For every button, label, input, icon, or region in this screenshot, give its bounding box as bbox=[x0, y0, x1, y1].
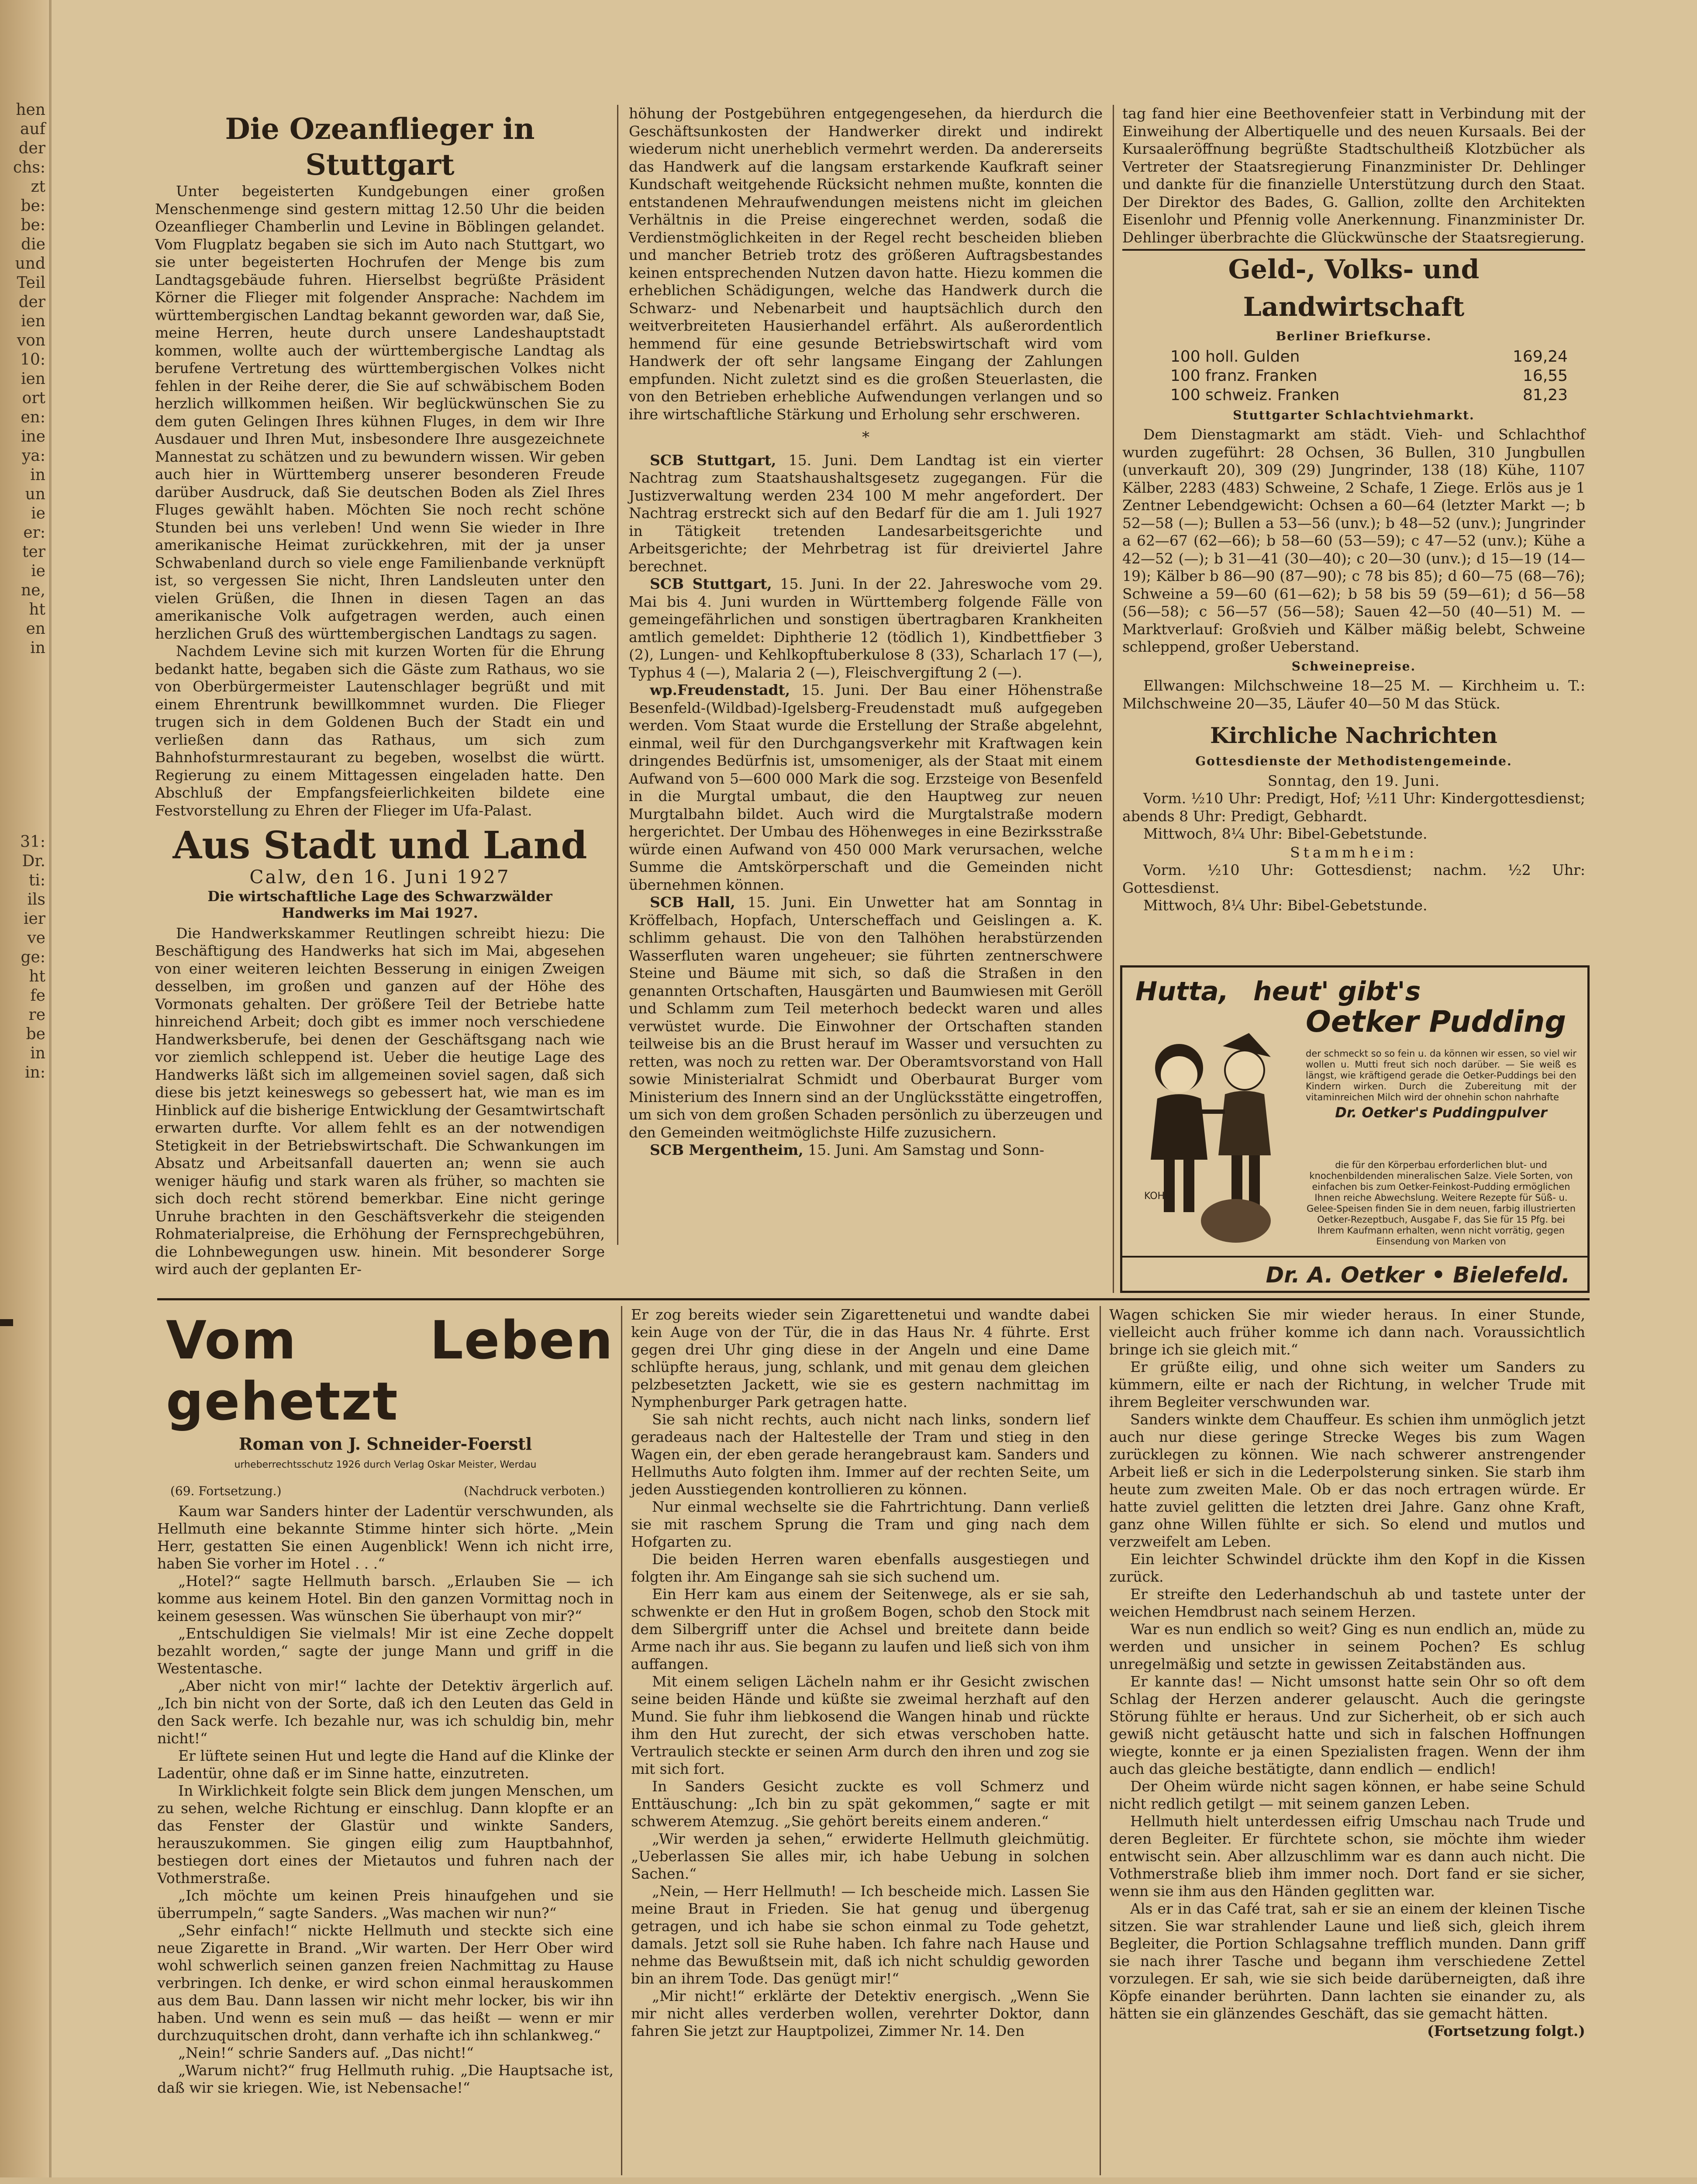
margin-fragment: in bbox=[30, 1044, 45, 1062]
ozeanflieger-title: Die Ozeanflieger in Stuttgart bbox=[225, 112, 535, 182]
ad-headline-1: Hutta, bbox=[1135, 976, 1229, 1007]
ad-signature: Dr. A. Oetker • Bielefeld. bbox=[1122, 1256, 1587, 1291]
margin-fragment: er: bbox=[23, 524, 45, 542]
margin-fragment: ie bbox=[31, 562, 45, 580]
markt-head: Stuttgarter Schlachtviehmarkt. bbox=[1233, 408, 1475, 422]
stadt-land-dateline: Calw, den 16. Juni 1927 bbox=[249, 866, 510, 888]
ad-brand: Oetker Pudding bbox=[1306, 1005, 1566, 1039]
margin-fragment: in bbox=[30, 639, 45, 657]
roman-paragraph: Er kannte das! — Nicht umsonst hatte sein Ohr so oft dem Schlag der Herzen anderer gelauscht. Auch die geringste Störung fühlte er heraus. Und zur Sicherheit, ob er sich auch gewiß nicht getäuscht hatte und sich in falschen Hoffnungen wiegte, konnte er ja einen Spezialisten fragen. Wenn der ihm auch das gleiche bestätigte, dann endlich — endlich! bbox=[1109, 1673, 1585, 1777]
roman-paragraph: Ein leichter Schwindel drückte ihm den Kopf in die Kissen zurück. bbox=[1109, 1551, 1585, 1585]
ozeanflieger-paragraph: Unter begeisterten Kundgebungen einer großen Menschenmenge sind gestern mittag 12.50 Uhr die beiden Ozeanflieger Chamberlin und Levine in Böblingen gelandet. Vom Flugplatz begaben sie sich im Auto nach Stuttgart, wo sie unter begeisterten Hochrufen der Menge bis zum Landtagsgebäude fuhren. Hierselbst begrüßte Präsident Körner die Flieger mit folgender Ansprache: Nachdem im württembergischen Landtag bekannt geworden war, daß Sie, meine Herren, heute durch unsere Landeshauptstadt kommen, wollte auch der württembergische Landtag als berufene Vertretung des württembergischen Volkes nicht fehlen in der Reihe derer, die Sie auf schwäbischem Boden herzlich willkommen heißen. Wir beglückwünschen Sie zu dem guten Gelingen Ihres kühnen Fluges, in dem wir Ihre Ausdauer und Ihren Mut, insbesondere Ihre ausgezeichnete Mannestat zu schätzen und zu bewundern wissen. Wir geben auch hier in Württemberg unserer besonderen Freude darüber Ausdruck, daß Sie deutschen Boden als Ziel Ihres Fluges gewählt haben. Möchten Sie noch recht schöne Stunden bei uns verleben! Und wenn Sie wieder in Ihre amerikanische Heimat zurückkehren, mit der ja unser Schwabenland durch so viele enge Familienbande verknüpft ist, so vergessen Sie nicht, Ihren Landsleuten unter den vielen Grüßen, die Ihnen in diesen Tagen an das amerikanische Volk aufgetragen werden, auch einen herzlichen Gruß des württembergischen Landtags zu sagen. bbox=[155, 183, 605, 642]
margin-fragment: en: bbox=[21, 408, 45, 426]
kirche-date: Sonntag, den 19. Juni. bbox=[1267, 772, 1440, 789]
margin-fragment: ht bbox=[29, 968, 45, 985]
roman-paragraph: „Warum nicht?“ frug Hellmuth ruhig. „Die Hauptsache ist, daß wir sie kriegen. Wie, ist Nebensache!“ bbox=[157, 2062, 614, 2096]
children-illustration bbox=[1131, 1016, 1293, 1251]
roman-paragraph: Kaum war Sanders hinter der Ladentür verschwunden, als Hellmuth eine bekannte Stimme hinter sich hörte. „Mein Herr, gestatten Sie einen Augenblick! Wenn ich nicht irre, haben Sie vorher im Hotel . . .“ bbox=[157, 1503, 614, 1572]
roman-paragraph: Mit einem seligen Lächeln nahm er ihr Gesicht zwischen seine beiden Hände und küßte sie zweimal herzhaft auf den Mund. Sie fuhr ihm liebkosend die Wangen hinab und rückte ihm den Hut zurecht, der sich etwas verschoben hatte. Vertraulich steckte er seinen Arm durch den ihren und zog sie mit sich fort. bbox=[631, 1673, 1090, 1777]
roman-paragraph: Der Oheim würde nicht sagen können, er habe seine Schuld nicht redlich getilgt — mit seinem ganzen Leben. bbox=[1109, 1778, 1585, 1812]
margin-fragment: 31: bbox=[20, 833, 45, 851]
news-dateline: SCB Stuttgart, bbox=[650, 575, 772, 592]
section-rule bbox=[157, 1298, 1590, 1300]
roman-paragraph: Er zog bereits wieder sein Zigarettenetui und wandte dabei kein Auge von der Tür, die in das Haus Nr. 4 führte. Erst gegen drei Uhr ging diese in der Angeln und eine Dame schlüpfte heraus, jung, schlank, und mit genau dem gleichen pelzbesetzten Jackett, wie sie es gestern nachmittag im Nymphenburger Park getragen hatte. bbox=[631, 1306, 1090, 1410]
gutter-shadow bbox=[49, 0, 52, 2184]
separator-star: * bbox=[862, 429, 869, 446]
stadt-land-title: Aus Stadt und Land bbox=[172, 823, 587, 867]
margin-fragment: die bbox=[21, 235, 45, 253]
margin-fragment: ne, bbox=[21, 581, 45, 599]
margin-fragment: fe bbox=[30, 987, 45, 1005]
ad-text-2: die für den Körperbau erforderlichen blut- und knochenbildenden mineralischen Salze. Viele Sorten, von einfachen bis zum Oetker-Feinkost-Pudding ermöglichen Ihnen reiche Abwechslung. Weitere Rezepte für Süß- u. Gelee-Speisen finden Sie in dem neuen, farbig illustrierten Oetker-Rezeptbuch, Ausgabe F, das Sie für 15 Pfg. bei Ihrem Kaufmann erhalten, wenn nicht vorrätig, gegen Einsendung von Marken von bbox=[1306, 1160, 1576, 1247]
roman-paragraph: Ein Herr kam aus einem der Seitenwege, als er sie sah, schwenkte er den Hut in großem Bogen, schob den Stock mit dem Silbergriff unter die Achsel und breitete dann beide Arme nach ihr aus. Sie begann zu laufen und ließ sich von ihm auffangen. bbox=[631, 1586, 1090, 1673]
roman-paragraph: Die beiden Herren waren ebenfalls ausgestiegen und folgten ihr. Am Eingange sah sie sich suchend um. bbox=[631, 1551, 1090, 1585]
margin-fragment: ort bbox=[22, 389, 45, 407]
schwein-head: Schweinepreise. bbox=[1291, 659, 1416, 674]
roman-paragraph: War es nun endlich so weit? Ging es nun endlich an, müde zu werden und unsicher in seinem Pochen? Es schlug unregelmäßig und setzte in gewissen Zeitabständen aus. bbox=[1109, 1621, 1585, 1673]
margin-fragment: und bbox=[15, 255, 45, 273]
margin-fragment: auf bbox=[20, 120, 45, 138]
news-text: 15. Juni. Am Samstag und Sonn- bbox=[808, 1141, 1045, 1158]
ozeanflieger-paragraph: Nachdem Levine sich mit kurzen Worten für die Ehrung bedankt hatte, begaben sich die Gäste zum Rathaus, wo sie von Oberbürgermeister Lautenschlager begrüßt und mit einem Ehrentrunk bewillkommnet wurden. Die Flieger trugen sich in dem Goldenen Buch der Stadt ein und verließen dann das Rathaus, um sich zum Bahnhofsturmrestaurant zu begeben, woselbst die württ. Regierung zu einem Mittagessen eingeladen hatte. Den Abschluß der Empfangsfeierlichkeiten bildete eine Festvorstellung zu Ehren der Flieger im Ufa-Palast. bbox=[155, 643, 605, 819]
margin-fragment: en bbox=[26, 620, 45, 638]
rate-label: 100 holl. Gulden bbox=[1170, 347, 1300, 366]
news-dateline: wp.Freudenstadt, bbox=[650, 681, 790, 698]
rate-value: 169,24 bbox=[1513, 347, 1568, 366]
roman-continued: (Fortsetzung folgt.) bbox=[1427, 2022, 1585, 2039]
roman-paragraph: „Wir werden ja sehen,“ erwiderte Hellmuth gleichmütig. „Ueberlassen Sie alles mir, ich habe Uebung in solchen Sachen.“ bbox=[631, 1830, 1090, 1882]
roman-paragraph: „Aber nicht von mir!“ lachte der Detektiv ärgerlich auf. „Ich bin nicht von der Sorte, daß ich den Leuten das Geld in den Sack werfe. Ich bezahle nur, was ich schuldig bin, mehr nicht!“ bbox=[157, 1677, 614, 1747]
ad-product: Dr. Oetker's Puddingpulver bbox=[1335, 1104, 1547, 1121]
margin-fragment: Dr. bbox=[22, 852, 45, 870]
roman-paragraph: „Ich möchte um keinen Preis hinaufgehen und sie überrumpeln,“ sagte Sanders. „Was machen wir nun?“ bbox=[157, 1887, 614, 1921]
margin-fragment: in bbox=[30, 466, 45, 484]
kirche-line: Mittwoch, 8¼ Uhr: Bibel-Gebetstunde. bbox=[1143, 825, 1428, 842]
roman-paragraph: Sanders winkte dem Chauffeur. Es schien ihm unmöglich jetzt auch nur diese geringe Strecke Weges bis zum Wagen zurücklegen zu können. Wie nach schwerer anstrengender Arbeit ließ er sich in die Lederpolsterung sinken. Sie starb ihm heute zum zweiten Male. Ob er das noch ertragen würde. Er hatte zuviel gelitten die letzten drei Jahre. Ganz ohne Kraft, ganz ohne Willen fühlte er sich. So elend und mutlos und verzweifelt am Leben. bbox=[1109, 1411, 1585, 1550]
roman-paragraph: „Nein!“ schrie Sanders auf. „Das nicht!“ bbox=[178, 2044, 474, 2061]
column-rule bbox=[621, 1306, 622, 2175]
column-1-top bbox=[155, 105, 605, 1278]
margin-fragment: ier bbox=[23, 910, 45, 928]
margin-fragment: be: bbox=[21, 216, 45, 234]
roman-part: (69. Fortsetzung.) bbox=[170, 1484, 282, 1498]
roman-paragraph: „Nein, — Herr Hellmuth! — Ich bescheide mich. Lassen Sie meine Braut in Frieden. Sie hat genug und übergenug getragen, und ich habe sie schon einmal zu Tode gehetzt, damals. Jetzt soll sie Ruhe haben. Ich fahre nach Hause und nehme das Bewußtsein mit, daß ich nicht schuldig geworden bin an ihrem Tode. Das genügt mir!“ bbox=[631, 1883, 1090, 1987]
roman-author: Roman von J. Schneider-Foerstl bbox=[238, 1434, 532, 1454]
previous-page-fragments bbox=[2, 100, 45, 1082]
news-dateline: SCB Stuttgart, bbox=[650, 451, 776, 469]
rate-row bbox=[1122, 347, 1585, 366]
news-dateline: SCB Hall, bbox=[650, 894, 735, 911]
news-item bbox=[629, 452, 1103, 576]
rate-row bbox=[1122, 366, 1585, 386]
roman-notes bbox=[170, 1482, 605, 1500]
roman-paragraph: Er streifte den Lederhandschuh ab und tastete unter der weichen Hemdbrust nach seinem Herzen. bbox=[1109, 1586, 1585, 1620]
roman-column-3 bbox=[1109, 1306, 1585, 2175]
mergentheim-continued: tag fand hier eine Beethovenfeier statt in Verbindung mit der Einweihung der Albertiquelle und des neuen Kursaals. Bei der Kursaaleröffnung begrüßte Stadtschultheiß Klotzbücher als Vertreter der Staatsregierung Finanzminister Dr. Dehlinger und dankte für die finanzielle Unterstützung durch den Staat. Der Direktor des Bades, G. Gallion, zollte den Architekten Eisenlohr und Pfennig volle Anerkennung. Finanzminister Dr. Dehlinger überbrachte die Glückwünsche der Staatsregierung. bbox=[1122, 105, 1585, 246]
margin-fragment: hen bbox=[16, 101, 45, 119]
roman-paragraph: Er lüftete seinen Hut und legte die Hand auf die Klinke der Ladentür, ohne daß er im Sinne hatte, einzutreten. bbox=[157, 1747, 614, 1782]
news-item bbox=[629, 1141, 1103, 1159]
roman-paragraph: Sie sah nicht rechts, auch nicht nach links, sondern lief geradeaus nach der Haltestelle der Tram und stieg in den Wagen ein, der eben gerade herangebraust kam. Sanders und Hellmuths Auto folgten ihm. Immer auf der rechten Seite, um jeden Ausstiegenden kontrollieren zu können. bbox=[631, 1411, 1090, 1498]
column-rule bbox=[1113, 105, 1114, 1293]
ad-headline-2: heut' gibt's bbox=[1253, 976, 1421, 1007]
rate-label: 100 franz. Franken bbox=[1170, 366, 1318, 385]
news-item bbox=[629, 681, 1103, 894]
exchange-rates bbox=[1122, 347, 1585, 405]
kirche-title: Kirchliche Nachrichten bbox=[1210, 722, 1497, 748]
kirche-line: Vorm. ½10 Uhr: Gottesdienst; nachm. ½2 Uhr: Gottesdienst. bbox=[1122, 861, 1585, 896]
margin-fragment: ti: bbox=[28, 871, 45, 889]
roman-paragraph: „Sehr einfach!“ nickte Hellmuth und steckte sich eine neue Zigarette in Brand. „Wir warten. Der Herr Ober wird wohl schwerlich seinen ganzen freien Nachmittag zu Hause verbringen. Ich denke, er wird schon einmal herauskommen aus dem Bau. Dann lassen wir nicht mehr locker, bis wir ihn haben. Und wenn es sein muß — das heißt — wenn er mir durchzuquitschen droht, dann verhafte ich ihn schlankweg.“ bbox=[157, 1922, 614, 2044]
handwerk-paragraph: Die Handwerkskammer Reutlingen schreibt hiezu: Die Beschäftigung des Handwerks hat sich im Mai, abgesehen von einer weiteren leichten Besserung in einigen Zweigen desselben, im großen und ganzen auf der Höhe des Vormonats gehalten. Der größere Teil der Betriebe hatte hinreichend Arbeit; doch gibt es immer noch verschiedene Handwerksberufe, bei denen der Geschäftsgang nach wie vor ziemlich schleppend ist. Ueber die heutige Lage des Handwerks läßt sich im allgemeinen soviel sagen, daß sich diese bis jetzt keineswegs so gebessert hat, wie man es im Hinblick auf die bisherige Entwicklung der Gesamtwirtschaft erwarten durfte. Vor allem fehlt es an der notwendigen Stetigkeit in der Betriebswirtschaft. Die Schwankungen im Absatz und Arbeitsanfall dauerten an; wenn sie auch weniger häufig und stark waren als früher, so machten sie sich doch recht störend bemerkbar. Eine nicht geringe Unruhe brachten in den Geschäftsverkehr die steigenden Rohmaterialpreise, die Erhöhung der Fernsprechgebühren, die Lohnbewegungen usw. hinein. Mit besonderer Sorge wird auch der geplanten Er- bbox=[155, 924, 605, 1278]
roman-copyright: urheberrechtsschutz 1926 durch Verlag Oskar Meister, Werdau bbox=[234, 1459, 537, 1470]
roman-paragraph: „Mir nicht!“ erklärte der Detektiv energisch. „Wenn Sie mir nicht alles verderben wollen, verehrter Doktor, dann fahren Sie jetzt zur Hauptpolizei, Zimmer Nr. 14. Den bbox=[631, 1987, 1090, 2039]
roman-paragraph: Hellmuth hielt unterdessen eifrig Umschau nach Trude und deren Begleiter. Er fürchtete schon, sie möchte ihm wieder entwischt sein. Aber allzuschlimm war es dann auch nicht. Die Vothmerstraße blieb ihm immer noch. Dort fand er sie sicher, wenn sie ihm aus den Händen geglitten war. bbox=[1109, 1813, 1585, 1900]
stammheim-head: Stammheim: bbox=[1290, 843, 1418, 861]
margin-fragment: in: bbox=[25, 1064, 45, 1082]
margin-fragment: der bbox=[18, 293, 45, 311]
rate-label: 100 schweiz. Franken bbox=[1170, 386, 1340, 404]
margin-fragment: be bbox=[26, 1025, 45, 1043]
edge-mark bbox=[0, 1319, 13, 1326]
margin-fragment: un bbox=[25, 485, 45, 503]
geld-title: Geld-, Volks- und Landwirtschaft bbox=[1122, 249, 1585, 326]
news-dateline: SCB Mergentheim, bbox=[650, 1141, 804, 1158]
margin-fragment: ien bbox=[21, 312, 45, 330]
markt-text: Dem Dienstagmarkt am städt. Vieh- und Schlachthof wurden zugeführt: 28 Ochsen, 36 Bullen, 310 Jungbullen (unverkauft 20), 309 (29) Jungrinder, 138 (18) Kühe, 1107 Kälber, 2283 (483) Schweine, 2 Schafe, 1 Ziege. Erlös aus je 1 Zentner Lebendgewicht: Ochsen a 60—64 (letzter Markt —; b 52—58 (—); Bullen a 53—56 (unv.); b 48—52 (unv.); Jungrinder a 62—67 (62—66); b 58—60 (53—59); c 47—52 (unv.); Kühe a 42—52 (—); b 31—41 (30—40); c 20—30 (unv.); d 15—19 (14—19); Kälber b 86—90 (87—90); c 78 bis 85); d 60—75 (68—76); Schweine a 59—60 (61—62); b 58 bis 59 (59—61); d 56—58 (56—58); c 56—57 (56—58); Sauen 42—50 (40—51) M. — Marktverlauf: Großvieh und Kälber mäßig belebt, Schweine schleppend, großer Ueberstand. bbox=[1122, 426, 1585, 655]
margin-fragment: ils bbox=[27, 891, 45, 909]
rate-row bbox=[1122, 386, 1585, 405]
margin-fragment: der bbox=[18, 139, 45, 157]
column-rule bbox=[1100, 1306, 1101, 2175]
column-2-top bbox=[629, 105, 1103, 1245]
roman-paragraph: „Entschuldigen Sie vielmals! Mir ist eine Zeche doppelt bezahlt worden,“ sagte der junge Mann und griff in die Westentasche. bbox=[157, 1625, 614, 1677]
roman-paragraph: „Hotel?“ sagte Hellmuth barsch. „Erlauben Sie — ich komme aus keinem Hotel. Bin den ganzen Vormittag noch in keinem gesessen. Was wünschen Sie überhaupt von mir?“ bbox=[157, 1572, 614, 1624]
roman-paragraph: Als er in das Café trat, sah er sie an einem der kleinen Tische sitzen. Sie war strahlender Laune und ließ sich, gleich ihrem Begleiter, die Portion Schlagsahne trefflich munden. Dann griff sie nach ihrer Tasche und begann ihm verschiedene Zettel vorzulegen. Er sah, wie sie sich beide darüberneigten, daß ihre Köpfe einander berührten. Dann lachten sie einander zu, als hätten sie ein glänzendes Geschäft, das sie gemacht hätten. bbox=[1109, 1900, 1585, 2022]
margin-fragment: 10: bbox=[20, 351, 45, 369]
roman-reprint: (Nachdruck verboten.) bbox=[464, 1484, 605, 1498]
roman-column-2 bbox=[631, 1306, 1090, 2175]
margin-fragment: re bbox=[28, 1006, 45, 1024]
oetker-advertisement bbox=[1120, 965, 1590, 1293]
column-rule bbox=[617, 105, 618, 1245]
kirche-sub: Gottesdienste der Methodistengemeinde. bbox=[1195, 754, 1512, 768]
news-item bbox=[629, 575, 1103, 681]
margin-fragment: zt bbox=[31, 178, 45, 196]
roman-paragraph: In Wirklichkeit folgte sein Blick dem jungen Menschen, um zu sehen, welche Richtung er einschlug. Dann klopfte er an das Fenster der Glastür und winkte Sanders, herauszukommen. Sie gingen eilig zum Hauptbahnhof, bestiegen dort eines der Mietautos und fuhren nach der Vothmerstraße. bbox=[157, 1782, 614, 1887]
kurse-head: Berliner Briefkurse. bbox=[1276, 329, 1432, 343]
margin-fragment: Teil bbox=[17, 274, 45, 292]
margin-fragment: chs: bbox=[13, 159, 45, 176]
news-text: 15. Juni. Dem Landtag ist ein vierter Nachtrag zum Staatshaushaltsgesetz zugegangen. Für die Justizverwaltung werden 234 100 M mehr angefordert. Der Nachtrag erstreckt sich auf den Bedarf für die am 1. Juli 1927 in Tätigkeit tretenden Landesarbeitsgerichte und Arbeitsgerichte; der Mehrbetrag ist für dreiviertel Jahre berechnet. bbox=[629, 451, 1103, 575]
margin-fragment: ien bbox=[21, 370, 45, 388]
margin-fragment: ge: bbox=[21, 948, 45, 966]
margin-fragment: ie bbox=[31, 505, 45, 522]
roman-paragraph: Er grüßte eilig, und ohne sich weiter um Sanders zu kümmern, eilte er nach der Richtung, in welcher Trude mit ihrem Begleiter verschwunden war. bbox=[1109, 1358, 1585, 1410]
rate-value: 81,23 bbox=[1522, 386, 1568, 404]
column-3-top bbox=[1122, 105, 1585, 961]
roman-column-1 bbox=[157, 1306, 614, 2175]
handwerk-continued: höhung der Postgebühren entgegengesehen, da hierdurch die Geschäftsunkosten der Handwerker direkt und indirekt wiederum nicht unerheblich vermehrt werden. Da andererseits das Handwerk auf die langsam erstarkende Kaufkraft seiner Kundschaft weitgehende Rücksicht nehmen mußte, konnten die entstandenen Mehraufwendungen meistens nicht im gleichen Verhältnis in die Preise eingerechnet werden, sodaß die Verdienstmöglichkeiten in der Regel recht bescheiden blieben und mancher Betrieb trotz des größeren Auftragsbestandes keinen entsprechenden Nutzen davon hatte. Hiezu kommen die erheblichen Schädigungen, welche das Handwerk durch die Schwarz- und Nebenarbeit und hauptsächlich durch den weitverbreiteten Hausierhandel erfährt. Als außerordentlich hemmend für eine gesunde Betriebswirtschaft wird vom Handwerk der oft sehr langsame Eingang der Zahlungen empfunden. Nicht zuletzt sind es die großen Steuerlasten, die von den Betrieben erhebliche Aufwendungen verlangen und so ihre wirtschaftliche Stärkung und Erholung sehr erschweren. bbox=[629, 105, 1103, 423]
margin-fragment: ht bbox=[29, 601, 45, 619]
ad-artist-signature: KOHL bbox=[1144, 1191, 1170, 1202]
margin-fragment: ine bbox=[21, 428, 45, 446]
roman-paragraph: Wagen schicken Sie mir wieder heraus. In einer Stunde, vielleicht auch früher komme ich dann nach. Voraussichtlich bringe ich sie gleich mit.“ bbox=[1109, 1306, 1585, 1358]
roman-paragraph: Nur einmal wechselte sie die Fahrtrichtung. Dann verließ sie mit raschem Sprung die Tram und ging nach dem Hofgarten zu. bbox=[631, 1498, 1090, 1550]
kirche-line: Mittwoch, 8¼ Uhr: Bibel-Gebetstunde. bbox=[1143, 897, 1428, 914]
margin-fragment: be: bbox=[21, 197, 45, 215]
news-text: 15. Juni. Der Bau einer Höhenstraße Besenfeld-(Wildbad)-Igelsberg-Freudenstadt muß aufgegeben werden. Vom Staat wurde die Erstellung der Straße abgelehnt, einmal, weil für den Durchgangsverkehr mit Kraftwagen kein dringendes Bedürfnis ist, umsomeniger, als der Staat mit einem Aufwand von 5—600 000 Mark die sog. Erzsteige von Besenfeld in die Murgtal umbaut, die den Hauptweg zur neuen Murgtalbahn bildet. Auch wird die Murgtalstraße modern hergerichtet. Der Umbau des Höhenweges in eine Bezirksstraße würde einen Aufwand von 450 000 Mark verursachen, welche Summe die Amtskörperschaft und die Gemeinden nicht übernehmen können. bbox=[629, 681, 1103, 893]
margin-fragment: ter bbox=[22, 543, 45, 561]
margin-fragment: ve bbox=[27, 929, 45, 947]
kirche-line: Vorm. ½10 Uhr: Predigt, Hof; ½11 Uhr: Kindergottesdienst; abends 8 Uhr: Predigt, Gebhardt. bbox=[1122, 790, 1585, 825]
stadt-land-subhead: Die wirtschaftliche Lage des Schwarzwälder Handwerks im Mai 1927. bbox=[207, 888, 552, 921]
news-item bbox=[629, 894, 1103, 1141]
ad-text: der schmeckt so so fein u. da können wir essen, so viel wir wollen u. Mutti freut sich noch darüber. — Sie weiß es längst, wie kräftigend gerade die Oetker-Puddings bei den Kindern wirken. Durch die Zubereitung mit der vitaminreichen Milch wird der ohnehin schon nahrhafte Dr. Oetker's Puddingpulver bbox=[1306, 1048, 1576, 1122]
rate-value: 16,55 bbox=[1522, 366, 1568, 385]
roman-paragraph: In Sanders Gesicht zuckte es voll Schmerz und Enttäuschung: „Ich bin zu spät gekommen,“ sagte er mit schwerem Atemzug. „Sie gehört bereits einem anderen.“ bbox=[631, 1778, 1090, 1830]
news-text: 15. Juni. In der 22. Jahreswoche vom 29. Mai bis 4. Juni wurden in Württemberg folgende Fälle von gemeingefährlichen und sonstigen übertragbaren Krankheiten amtlich gemeldet: Diphtherie 12 (tödlich 1), Kindbettfieber 3 (2), Lungen- und Kehlkopftuberkulose 8 (33), Scharlach 17 (—), Typhus 4 (—), Malaria 2 (—), Fleischvergiftung 2 (—). bbox=[629, 575, 1103, 681]
schwein-text: Ellwangen: Milchschweine 18—25 M. — Kirchheim u. T.: Milchschweine 20—35, Läufer 40—50 M das Stück. bbox=[1122, 677, 1585, 712]
roman-title: Vom Leben gehetzt bbox=[166, 1310, 614, 1432]
margin-fragment: ya: bbox=[22, 447, 45, 465]
news-text: 15. Juni. Ein Unwetter hat am Sonntag in Kröffelbach, Hopfach, Unterscheffach und Geislingen a. K. schlimm gehaust. Die von den Talhöhen herabstürzenden Wasserfluten waren ungeheuer; sie führten zentnerschwere Steine und Bäume mit sich, so daß die Straßen in den genannten Ortschaften, Hausgärten und Baumwiesen mit Geröll und Schlamm zum Teil meterhoch bedeckt waren und alles verwüstet wurde. Die Einwohner der Ortschaften standen teilweise bis an die Brust herauf im Wasser und versuchten zu retten, was noch zu retten war. Der Oberamtsvorstand von Hall sowie Ministerialrat Schmidt und Oberbaurat Burger vom Ministerium des Innern sind an der Unglücksstätte eingetroffen, um sich von dem großen Schaden persönlich zu überzeugen und den Gemeinden weitmöglichste Hilfe zuzusichern. bbox=[629, 894, 1103, 1141]
margin-fragment: von bbox=[17, 332, 45, 349]
page-bottom-edge bbox=[0, 2177, 1697, 2184]
